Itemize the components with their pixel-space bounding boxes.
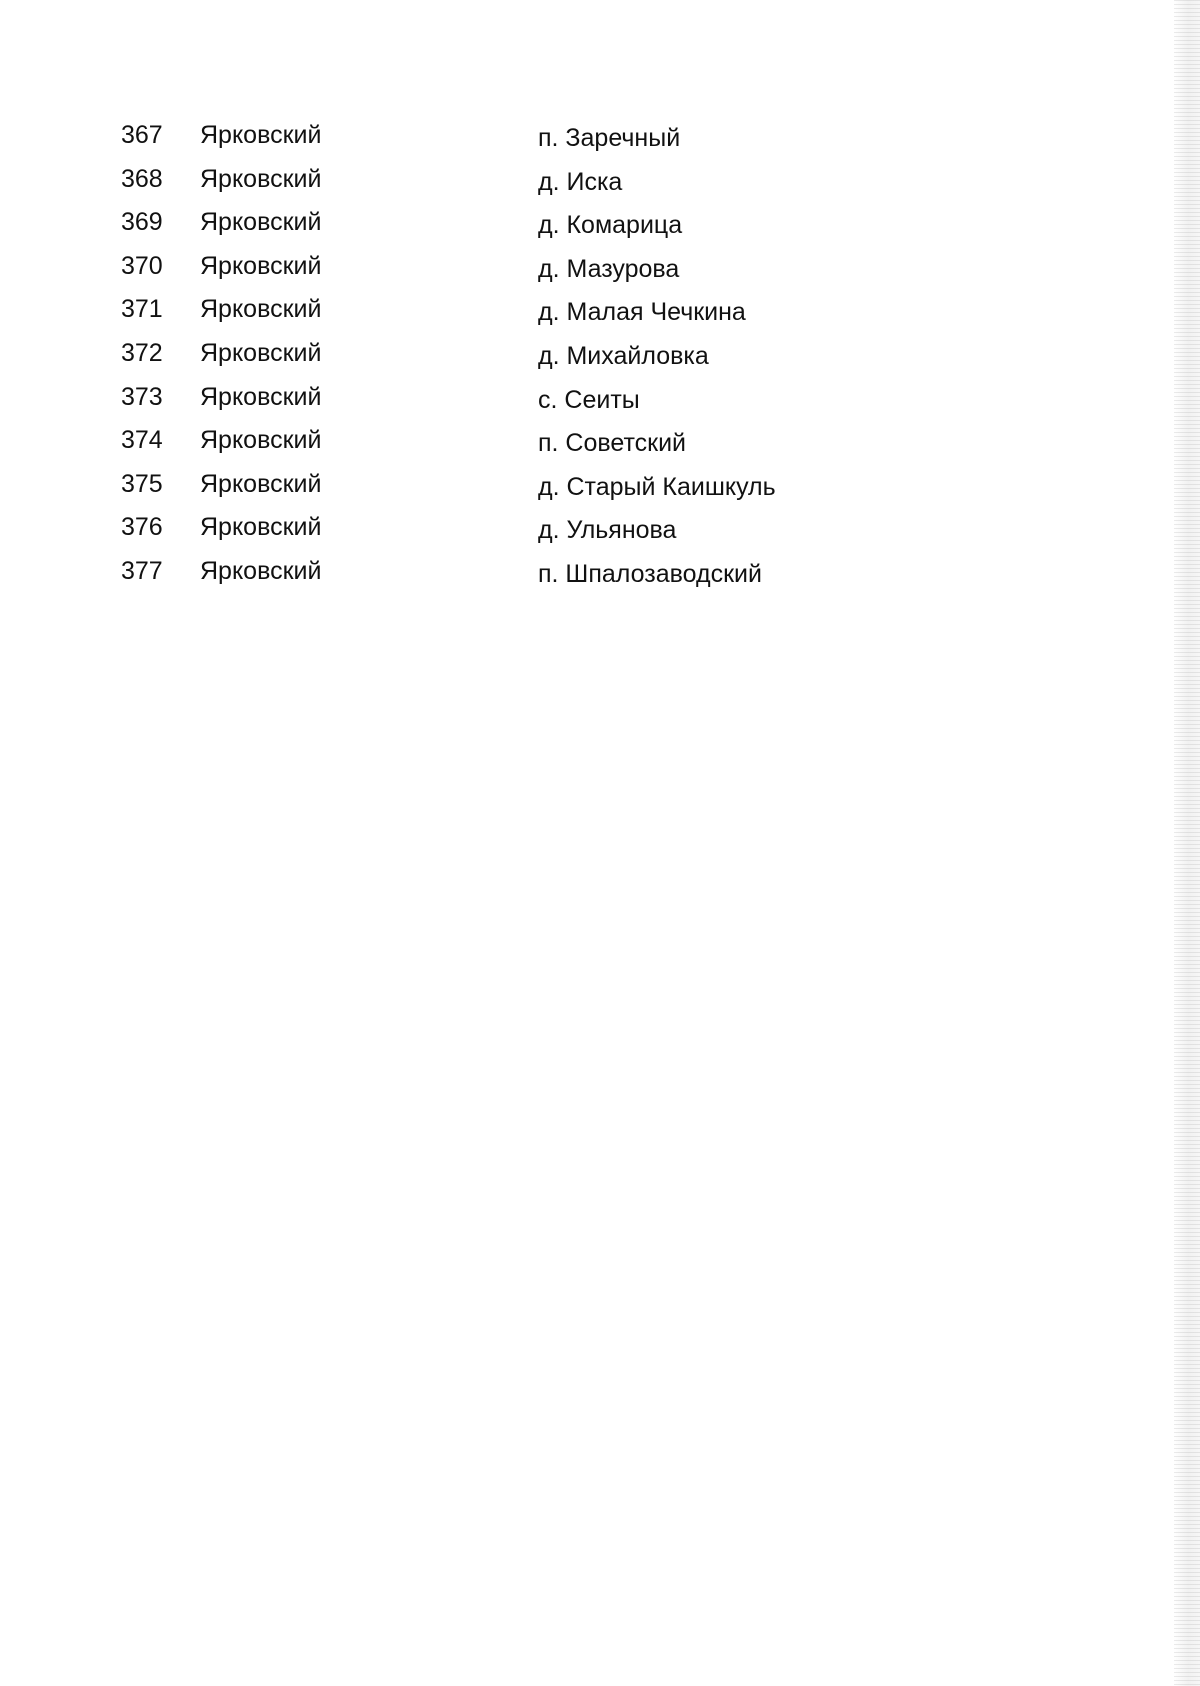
settlement-name: д. Старый Каишкуль: [538, 472, 776, 501]
settlement-list: [0, 117, 1170, 597]
district-name: Ярковский: [200, 426, 322, 455]
settlement-name: д. Иска: [538, 167, 623, 196]
row-number: 372: [121, 338, 163, 367]
row-number: 371: [121, 295, 163, 324]
list-item: [0, 204, 1170, 248]
district-name: Ярковский: [200, 469, 322, 498]
row-number: 374: [121, 426, 163, 455]
row-number: 375: [121, 469, 163, 498]
district-name: Ярковский: [200, 251, 322, 280]
list-item: [0, 509, 1170, 553]
row-number: 369: [121, 208, 163, 237]
district-name: Ярковский: [200, 556, 322, 585]
settlement-name: п. Заречный: [538, 124, 681, 152]
settlement-name: д. Малая Чечкина: [538, 298, 746, 327]
district-name: Ярковский: [200, 208, 322, 237]
district-name: Ярковский: [200, 338, 322, 367]
row-number: 367: [121, 121, 163, 149]
row-number: 370: [121, 251, 163, 280]
settlement-name: д. Комарица: [538, 211, 683, 240]
list-item: [0, 335, 1170, 379]
list-item: [0, 379, 1170, 423]
settlement-name: д. Мазурова: [538, 254, 680, 283]
settlement-name: д. Михайловка: [538, 341, 709, 370]
row-number: 377: [121, 556, 163, 585]
row-number: 373: [121, 382, 163, 411]
list-item: [0, 553, 1170, 597]
district-name: Ярковский: [200, 513, 322, 542]
district-name: Ярковский: [200, 295, 322, 324]
settlement-name: д. Ульянова: [538, 516, 677, 545]
district-name: Ярковский: [200, 382, 322, 411]
row-number: 368: [121, 164, 163, 193]
district-name: Ярковский: [200, 121, 322, 149]
row-number: 376: [121, 513, 163, 542]
settlement-name: с. Сеиты: [538, 385, 640, 414]
district-name: Ярковский: [200, 164, 322, 193]
list-item: [0, 422, 1170, 466]
settlement-name: п. Советский: [538, 429, 686, 458]
list-item: [0, 161, 1170, 205]
scan-edge-noise: [1174, 0, 1200, 1686]
settlement-name: п. Шпалозаводский: [538, 559, 762, 588]
list-item: [0, 117, 1170, 161]
list-item: [0, 466, 1170, 510]
list-item: [0, 291, 1170, 335]
list-item: [0, 248, 1170, 292]
